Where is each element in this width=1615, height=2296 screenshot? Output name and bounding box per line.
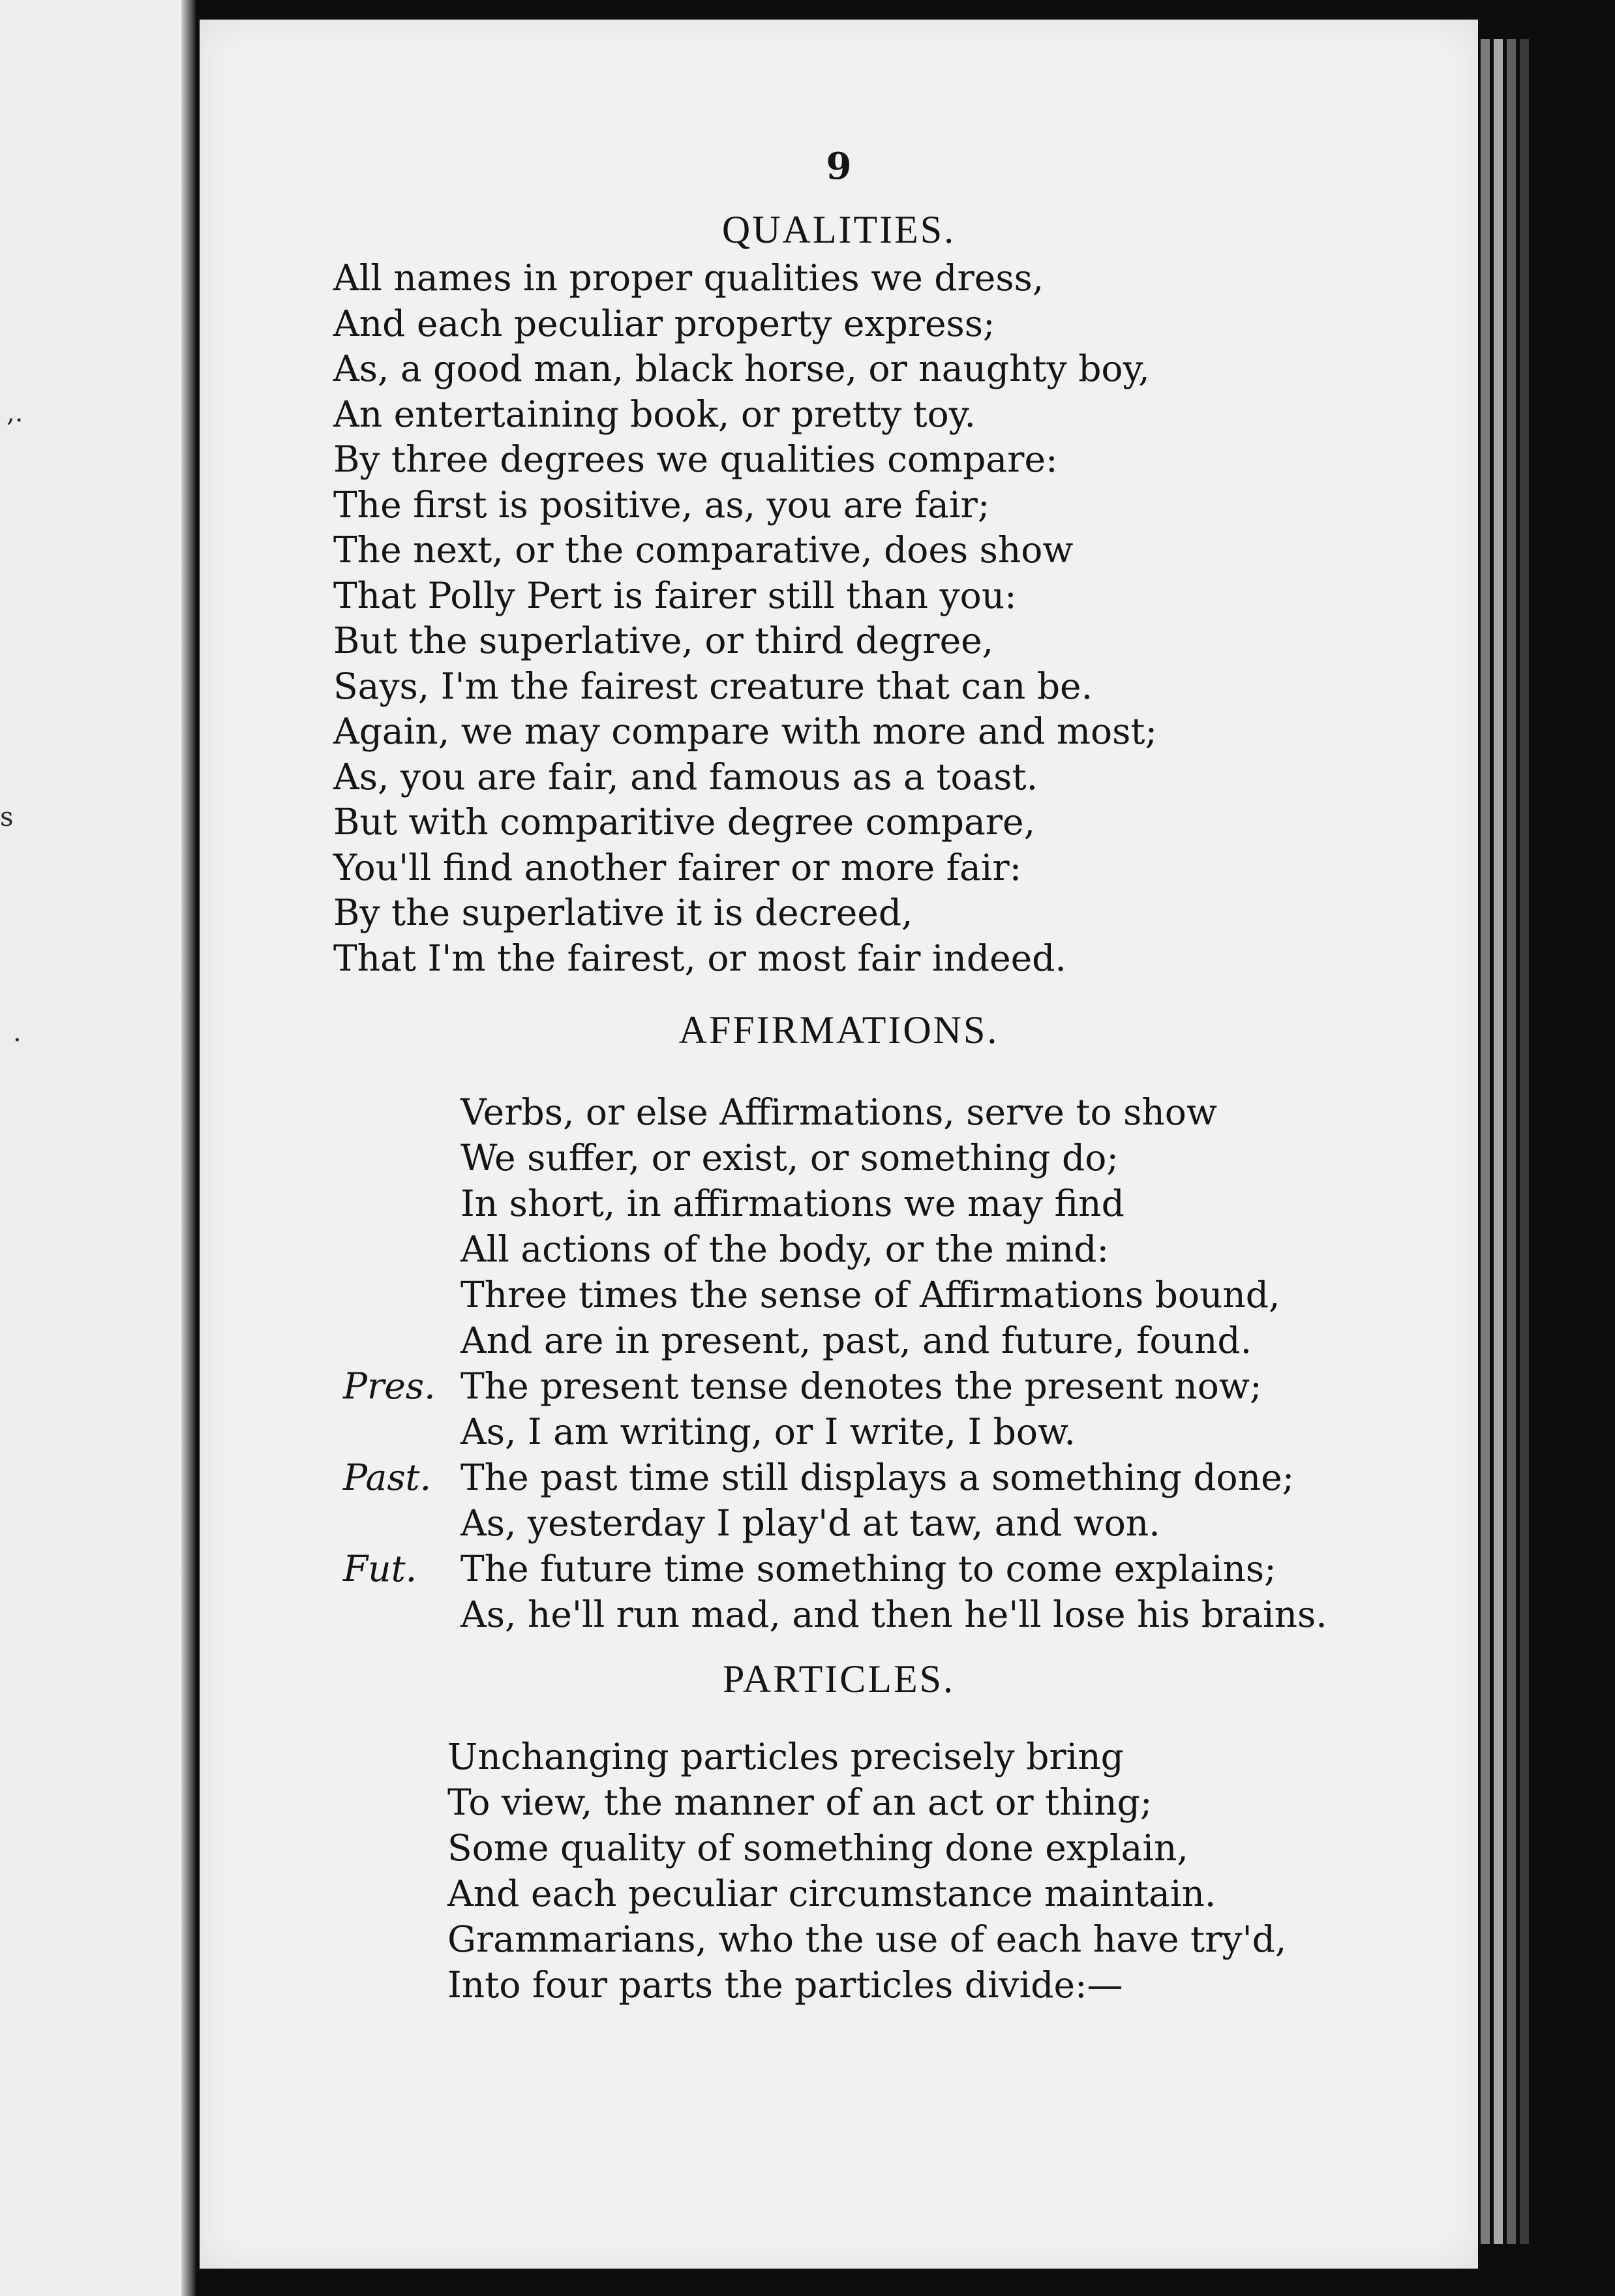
- verse-line: That Polly Pert is fairer still than you:: [333, 574, 1017, 616]
- particles-verse: [447, 1734, 1286, 2008]
- verse-line-present: [343, 1363, 1327, 1409]
- verse-line: Unchanging particles precisely bring: [447, 1736, 1124, 1777]
- verse-line: Again, we may compare with more and most;: [333, 710, 1157, 752]
- verse-line-text: The past time still displays a something done;: [460, 1457, 1295, 1498]
- tense-label-future: Fut.: [343, 1548, 417, 1590]
- page-edge: [1481, 39, 1490, 2244]
- section-heading-affirmations: AFFIRMATIONS.: [678, 1008, 999, 1051]
- verse-line: As, I am writing, or I write, I bow.: [460, 1411, 1076, 1453]
- verse-line: And are in present, past, and future, found.: [460, 1320, 1252, 1361]
- verse-line: Says, I'm the fairest creature that can be.: [333, 665, 1093, 707]
- verse-line: The first is positive, as, you are fair;: [333, 483, 990, 526]
- verse-line: But with comparitive degree compare,: [333, 801, 1036, 843]
- page-number: 9: [826, 145, 852, 188]
- verse-line: And each peculiar circumstance maintain.: [447, 1873, 1216, 1914]
- verse-line: Into four parts the particles divide:—: [447, 1964, 1123, 2006]
- verse-line: As, a good man, black horse, or naughty boy,: [333, 348, 1150, 389]
- qualities-verse: [333, 256, 1157, 981]
- verse-line: By the superlative it is decreed,: [333, 892, 913, 933]
- verse-line: An entertaining book, or pretty toy.: [333, 393, 976, 435]
- verse-line: That I'm the fairest, or most fair indeed.: [333, 937, 1066, 979]
- section-heading-particles: PARTICLES.: [723, 1657, 955, 1700]
- verse-line: In short, in affirmations we may find: [460, 1183, 1124, 1224]
- tense-label-past: Past.: [343, 1457, 432, 1498]
- verse-line: We suffer, or exist, or something do;: [460, 1137, 1119, 1179]
- verse-line-text: The future time something to come explains;: [460, 1548, 1276, 1590]
- book-gutter: [181, 0, 196, 2296]
- verse-line: All names in proper qualities we dress,: [333, 257, 1044, 299]
- verse-line-future: [343, 1546, 1327, 1592]
- verse-line: As, you are fair, and famous as a toast.: [333, 755, 1038, 798]
- verse-line-past: [343, 1455, 1327, 1500]
- verse-line: And each peculiar property express;: [333, 302, 995, 344]
- verse-line: All actions of the body, or the mind:: [460, 1228, 1109, 1270]
- margin-mark: s: [0, 802, 14, 832]
- verse-line: As, yesterday I play'd at taw, and won.: [460, 1502, 1160, 1544]
- tense-label-present: Pres.: [343, 1365, 436, 1407]
- verse-line: By three degrees we qualities compare:: [333, 438, 1058, 480]
- margin-mark: .: [13, 1018, 22, 1048]
- margin-mark: ,.: [7, 398, 23, 428]
- verse-line: Grammarians, who the use of each have try'd,: [447, 1918, 1287, 1960]
- verse-line-text: The present tense denotes the present now;: [460, 1365, 1262, 1407]
- facing-page-edge: [0, 0, 196, 2296]
- verse-line: As, he'll run mad, and then he'll lose his brains.: [460, 1594, 1327, 1635]
- verse-line: To view, the manner of an act or thing;: [447, 1781, 1153, 1823]
- verse-line: Three times the sense of Affirmations bound,: [460, 1274, 1280, 1316]
- page-edge: [1520, 39, 1529, 2244]
- page-edge: [1494, 39, 1503, 2244]
- verse-line: But the superlative, or third degree,: [333, 620, 994, 661]
- verse-line: Some quality of something done explain,: [447, 1827, 1188, 1869]
- verse-line: You'll find another fairer or more fair:: [333, 846, 1022, 888]
- section-heading-qualities: QUALITIES.: [721, 208, 956, 251]
- page-edge: [1507, 39, 1516, 2244]
- verse-line: The next, or the comparative, does show: [333, 529, 1074, 571]
- verse-line: Verbs, or else Affirmations, serve to show: [460, 1091, 1217, 1133]
- book-page: [200, 20, 1478, 2269]
- affirmations-verse: [343, 1089, 1327, 1637]
